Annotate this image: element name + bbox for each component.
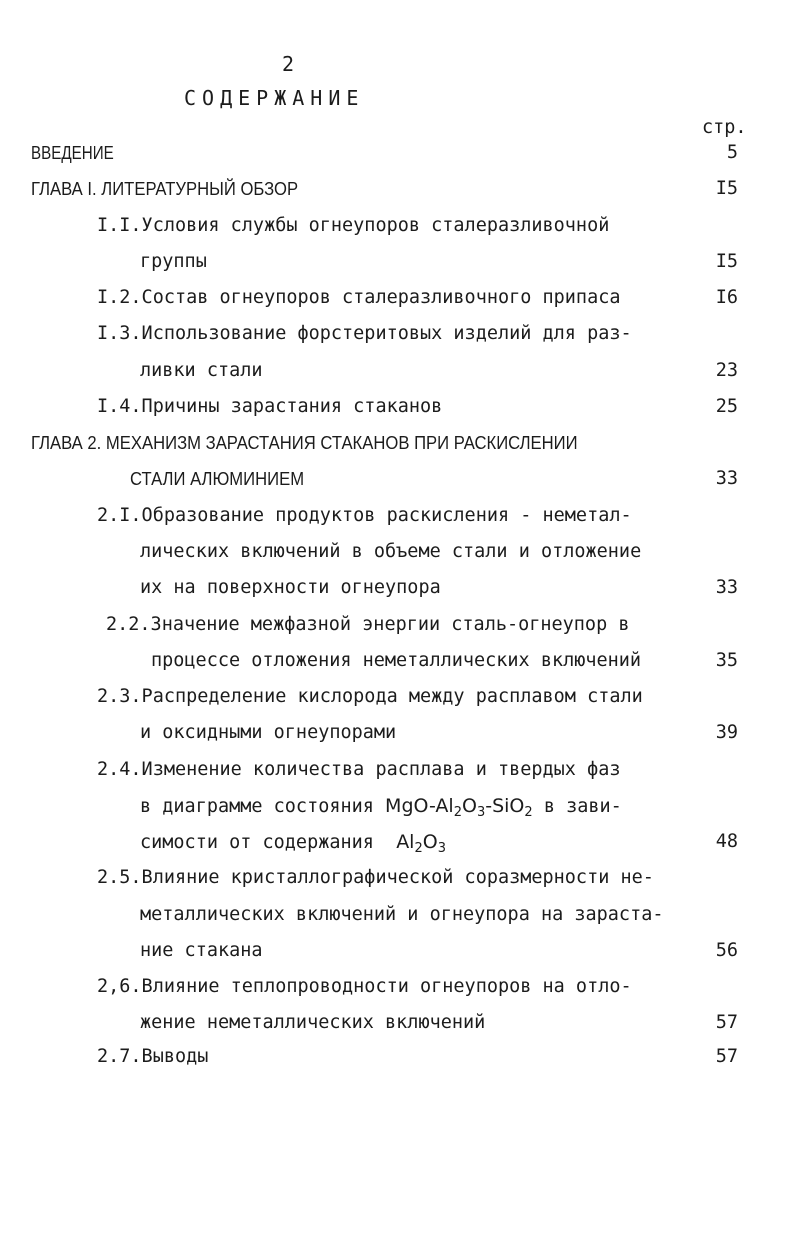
toc-section-1-3-cont: ливки стали xyxy=(140,360,263,381)
toc-section-1-4: I.4.Причины зарастания стаканов xyxy=(97,396,443,417)
toc-page-number: 48 xyxy=(715,831,738,852)
toc-section-1-1-cont: группы xyxy=(140,251,207,272)
toc-section-2-5: 2.5.Влияние кристаллографической соразмерности не- xyxy=(97,867,654,888)
toc-section-2-3-cont: и оксидными огнеупорами xyxy=(140,722,397,743)
toc-section-1-1: I.I.Условия службы огнеупоров сталеразливочной xyxy=(97,215,610,236)
toc-section-2-4-cont xyxy=(140,794,622,825)
page-title: СОДЕРЖАНИЕ xyxy=(184,86,365,110)
toc-chapter-1: ГЛАВА I. ЛИТЕРАТУРНЫЙ ОБЗОР xyxy=(31,178,299,199)
toc-section-1-2: I.2.Состав огнеупоров сталеразливочного припаса xyxy=(97,287,621,308)
toc-section-2-1-cont: лических включений в объеме стали и отложение xyxy=(140,541,642,562)
toc-page-number: 35 xyxy=(715,650,738,671)
toc-section-2-7: 2.7.Выводы xyxy=(97,1046,209,1067)
toc-chapter-2-cont: СТАЛИ АЛЮМИНИЕМ xyxy=(130,468,305,489)
toc-section-2-4: 2.4.Изменение количества расплава и твердых фаз xyxy=(97,759,621,780)
page-column-label: стр. xyxy=(702,117,747,138)
toc-section-2-5-cont: металлических включений и огнеупора на зараста- xyxy=(140,904,664,925)
toc-page-number: 33 xyxy=(715,468,738,489)
formula-prefix-text: в диаграмме состояния xyxy=(140,796,374,817)
toc-section-2-1: 2.I.Образование продуктов раскисления - неметал- xyxy=(97,505,632,526)
toc-page-number: I6 xyxy=(715,287,738,308)
toc-section-2-3: 2.3.Распределение кислорода между расплавом стали xyxy=(97,686,643,707)
toc-section-2-2-cont: процессе отложения неметаллических включений xyxy=(151,650,642,671)
toc-page-number: 56 xyxy=(715,940,738,961)
toc-page-number: 57 xyxy=(715,1012,738,1033)
toc-section-2-4-cont xyxy=(140,830,446,861)
toc-section-2-1-cont: их на поверхности огнеупора xyxy=(140,577,441,598)
toc-page-number: I5 xyxy=(715,251,738,272)
toc-entry-introduction: ВВЕДЕНИЕ xyxy=(31,142,114,163)
toc-page-number: 33 xyxy=(715,577,738,598)
toc-page-number: I5 xyxy=(715,178,738,199)
toc-page-number: 39 xyxy=(715,722,738,743)
toc-section-2-2: 2.2.Значение межфазной энергии сталь-огнеупор в xyxy=(106,614,630,635)
toc-page-number: 23 xyxy=(715,360,738,381)
toc-section-2-5-cont: ние стакана xyxy=(140,940,263,961)
page-number: 2 xyxy=(282,52,295,76)
formula-mgo-al2o3-sio2: MgO-$Al_2O_3-SiO_2$ xyxy=(385,795,533,820)
formula-al2o3: $Al_2O_3$ xyxy=(396,831,446,856)
toc-chapter-2: ГЛАВА 2. МЕХАНИЗМ ЗАРАСТАНИЯ СТАКАНОВ ПРИ РАСКИСЛЕНИИ xyxy=(31,432,578,453)
toc-section-1-3: I.3.Использование форстеритовых изделий для раз- xyxy=(97,323,632,344)
toc-page-number: 57 xyxy=(715,1046,738,1067)
toc-section-2-6-cont: жение неметаллических включений xyxy=(140,1012,486,1033)
toc-page-number: 5 xyxy=(726,142,738,163)
toc-section-2-6: 2,6.Влияние теплопроводности огнеупоров на отло- xyxy=(97,976,632,997)
toc-page-number: 25 xyxy=(715,396,738,417)
formula-suffix-text: в зави- xyxy=(543,796,622,817)
formula-prefix-text: симости от содержания xyxy=(140,832,374,853)
